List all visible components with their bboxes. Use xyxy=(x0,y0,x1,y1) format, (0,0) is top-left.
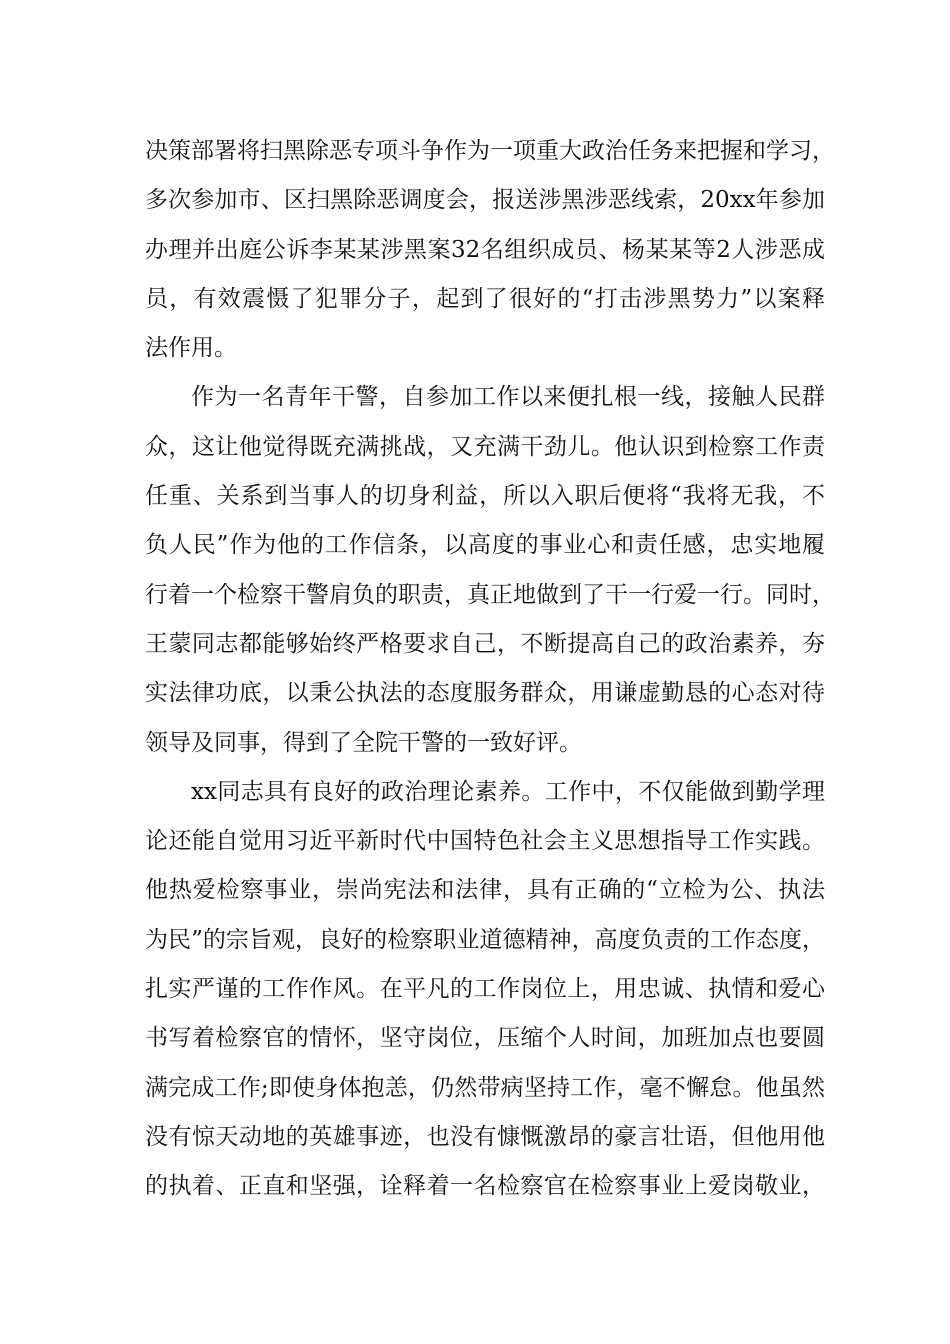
text-line: 论还能自觉用习近平新时代中国特色社会主义思想指导工作实践。 xyxy=(145,828,825,855)
text-line: 作为一名青年干警，自参加工作以来便扎根一线，接触人民群 xyxy=(191,384,825,411)
text-line: 员，有效震慑了犯罪分子，起到了很好的“打击涉黑势力”以案释 xyxy=(145,285,825,312)
text-line: 领导及同事，得到了全院干警的一致好评。 xyxy=(145,729,582,756)
text-line: 众，这让他觉得既充满挑战，又充满干劲儿。他认识到检察工作责 xyxy=(145,433,825,460)
text-line: 他热爱检察事业，崇尚宪法和法律，具有正确的“立检为公、执法 xyxy=(145,877,825,904)
text-line: 满完成工作;即使身体抱恙，仍然带病坚持工作，毫不懈怠。他虽然 xyxy=(145,1074,825,1101)
text-line: 行着一个检察干警肩负的职责，真正地做到了干一行爱一行。同时， xyxy=(145,581,835,608)
text-line: 决策部署将扫黑除恶专项斗争作为一项重大政治任务来把握和学习， xyxy=(145,138,835,164)
text-line: 扎实严谨的工作作风。在平凡的工作岗位上，用忠诚、执情和爱心 xyxy=(145,976,825,1003)
text-line: 法作用。 xyxy=(145,335,237,362)
text-line: 书写着检察官的情怀，坚守岗位，压缩个人时间，加班加点也要圆 xyxy=(145,1025,825,1052)
text-line: 为民”的宗旨观，良好的检察职业道德精神，高度负责的工作态度， xyxy=(145,926,825,953)
paragraph-2 xyxy=(145,373,835,767)
text-line: 王蒙同志都能够始终严格要求自己，不断提高自己的政治素养，夯 xyxy=(145,630,825,657)
text-line: 负人民”作为他的工作信条，以高度的事业心和责任感，忠实地履 xyxy=(145,532,825,559)
text-line: 实法律功底，以秉公执法的态度服务群众，用谦虚勤恳的心态对待 xyxy=(145,680,825,707)
text-line: 多次参加市、区扫黑除恶调度会，报送涉黑涉恶线索，20xx年参加 xyxy=(145,187,825,214)
text-line: 没有惊天动地的英雄事迹，也没有慷慨激昂的豪言壮语，但他用他 xyxy=(145,1123,825,1150)
document-body xyxy=(145,127,835,1212)
text-line: xx同志具有良好的政治理论素养。工作中，不仅能做到勤学理 xyxy=(191,778,825,805)
paragraph-3 xyxy=(145,768,825,1212)
paragraph-1 xyxy=(145,127,835,373)
text-line: 办理并出庭公诉李某某涉黑案32名组织成员、杨某某等2人涉恶成 xyxy=(145,236,825,263)
text-line: 的执着、正直和坚强，诠释着一名检察官在检察事业上爱岗敬业， xyxy=(145,1173,825,1200)
text-line: 任重、关系到当事人的切身利益，所以入职后便将“我将无我，不 xyxy=(145,483,825,510)
